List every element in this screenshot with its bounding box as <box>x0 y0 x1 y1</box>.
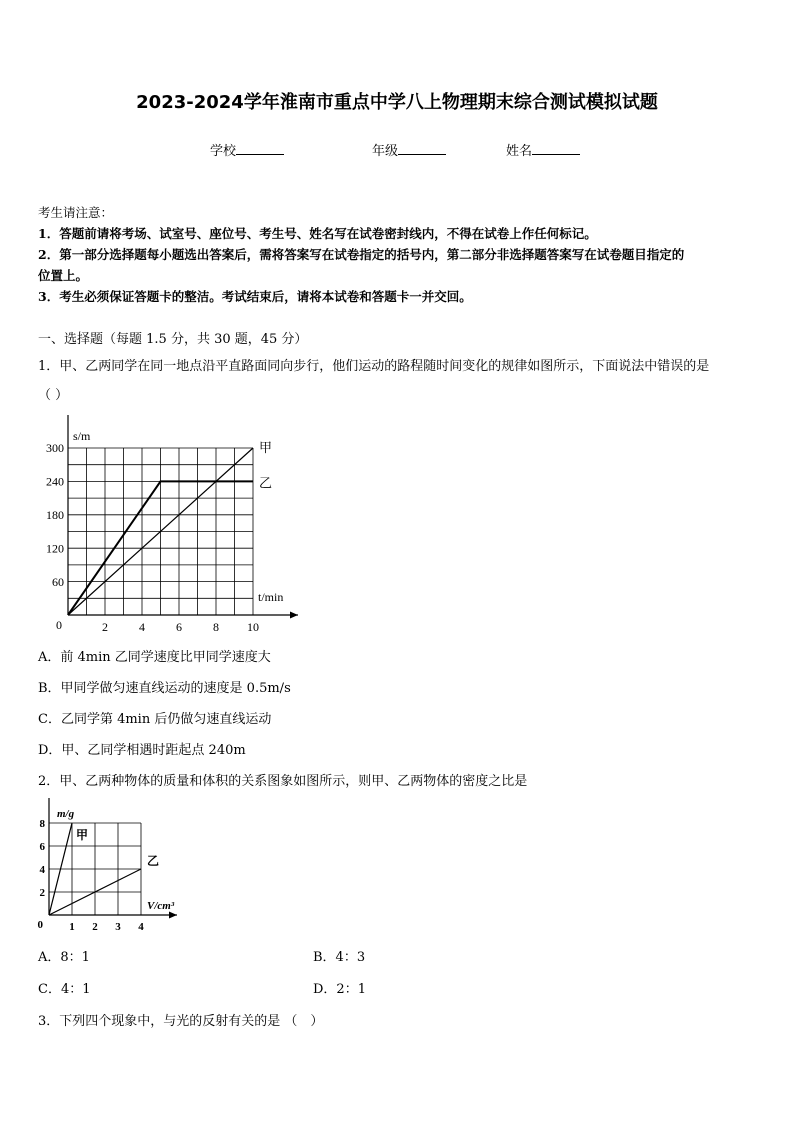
school-field[interactable] <box>210 140 284 159</box>
q2-chart <box>30 798 190 938</box>
x-axis-arrow-icon <box>290 612 298 619</box>
x-axis-label: t/min <box>258 590 284 604</box>
note-item: 2．第一部分选择题每小题选出答案后，需将答案写在试卷指定的括号内，第二部分非选择题答案写在试卷题目指定的 <box>38 247 685 262</box>
section-heading: 一、选择题（每题 1.5 分，共 30 题，45 分） <box>38 332 308 347</box>
x-tick-label: 8 <box>213 620 219 634</box>
y-tick-label: 60 <box>52 574 64 589</box>
q1-chart <box>35 415 315 640</box>
name-field[interactable] <box>506 140 580 159</box>
notes-heading: 考生请注意： <box>38 205 114 220</box>
q3-stem: 3．下列四个现象中，与光的反射有关的是 （ ） <box>38 1014 324 1029</box>
x-axis-arrow-icon <box>169 912 177 919</box>
q1-option-a[interactable]: A．前 4min 乙同学速度比甲同学速度大 <box>38 650 271 665</box>
q2-option-d[interactable]: D．2：1 <box>313 982 366 997</box>
school-label: 学校 <box>210 144 237 159</box>
q1-option-d[interactable]: D．甲、乙同学相遇时距起点 240m <box>38 743 246 758</box>
name-blank[interactable] <box>532 142 580 155</box>
x-tick-label: 2 <box>92 921 98 933</box>
note-item: 1．答题前请将考场、试室号、座位号、考生号、姓名写在试卷密封线内，不得在试卷上作任何标记。 <box>38 226 597 241</box>
origin-label: 0 <box>56 618 62 632</box>
q2-option-c[interactable]: C．4：1 <box>38 982 91 997</box>
y-tick-label: 180 <box>46 508 64 522</box>
note-item: 3．考生必须保证答题卡的整洁。考试结束后，请将本试卷和答题卡一并交回。 <box>38 289 472 304</box>
school-blank[interactable] <box>236 142 284 155</box>
note-item: 位置上。 <box>38 268 89 283</box>
q1-stem-bracket: （ ） <box>38 388 69 403</box>
q2-option-a[interactable]: A．8：1 <box>38 950 90 965</box>
x-tick-label: 10 <box>247 620 259 634</box>
series-label-1: 甲 <box>76 828 89 842</box>
x-tick-label: 2 <box>102 620 108 634</box>
y-tick-label: 240 <box>46 474 64 489</box>
series-label-2: 乙 <box>147 854 160 868</box>
y-axis-label: s/m <box>73 429 91 443</box>
y-tick-label: 6 <box>39 840 45 853</box>
q2-option-b[interactable]: B．4：3 <box>313 950 366 965</box>
x-axis-label: V/cm³ <box>147 900 175 912</box>
grade-label: 年级 <box>372 144 399 159</box>
origin-label: 0 <box>37 919 43 931</box>
x-tick-label: 4 <box>138 921 144 933</box>
grade-field[interactable] <box>372 140 446 159</box>
q1-stem: 1．甲、乙两同学在同一地点沿平直路面同向步行，他们运动的路程随时间变化的规律如图所示，下面说法中错误的是 <box>38 359 710 374</box>
name-label: 姓名 <box>506 144 533 159</box>
q1-option-b[interactable]: B．甲同学做匀速直线运动的速度是 0.5m/s <box>38 681 291 696</box>
q1-option-c[interactable]: C．乙同学第 4min 后仍做匀速直线运动 <box>38 712 272 727</box>
y-tick-label: 4 <box>39 863 45 876</box>
grade-blank[interactable] <box>398 142 446 155</box>
page-title: 2023-2024学年淮南市重点中学八上物理期末综合测试模拟试题 <box>136 92 658 113</box>
y-tick-label: 8 <box>39 817 45 830</box>
x-tick-label: 4 <box>139 620 145 634</box>
x-tick-label: 6 <box>176 620 182 634</box>
y-tick-label: 300 <box>46 441 64 456</box>
series-label-2: 乙 <box>259 475 273 491</box>
y-tick-label: 2 <box>39 886 45 899</box>
x-tick-label: 1 <box>69 921 75 933</box>
y-axis-label: m/g <box>57 808 75 820</box>
x-tick-label: 3 <box>115 921 121 933</box>
series-label-1: 甲 <box>259 440 273 455</box>
y-tick-label: 120 <box>46 541 64 556</box>
q2-stem: 2．甲、乙两种物体的质量和体积的关系图象如图所示，则甲、乙两物体的密度之比是 <box>38 774 528 789</box>
